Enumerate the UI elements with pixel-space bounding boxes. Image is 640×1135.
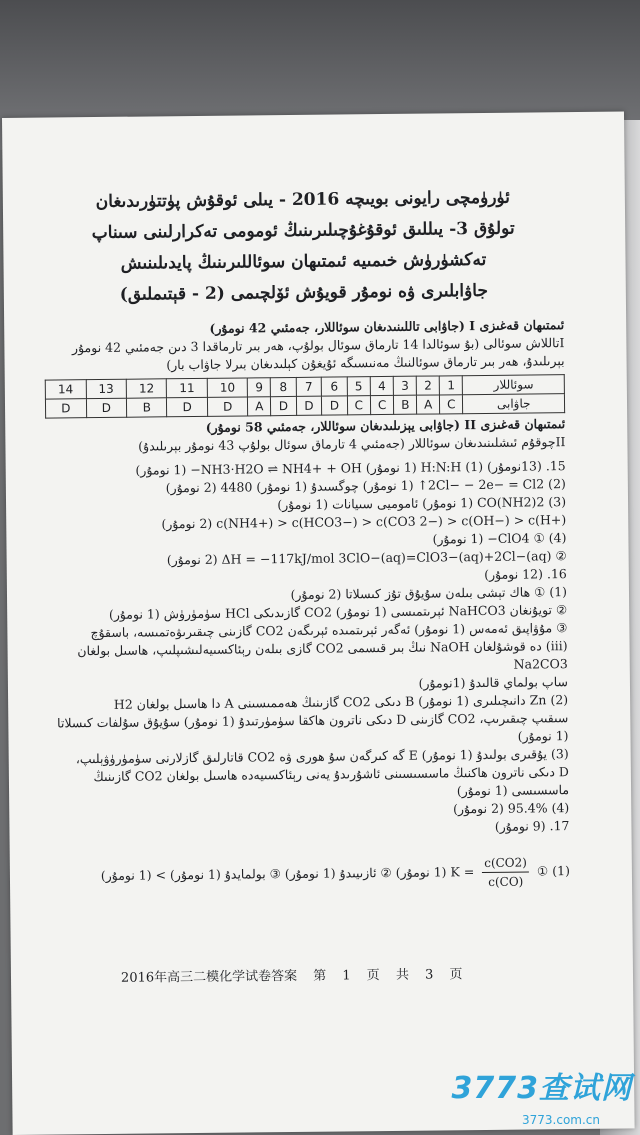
answer-table xyxy=(45,374,565,418)
answer-line: c(NH4+) > c(HCO3−) > c(CO3 2−) > c(OH−) > c(H+) (2 نومۇر) xyxy=(161,512,567,532)
answer-cell: D xyxy=(271,396,297,415)
title-line: ئۈرۈمچى رايونى بويىچە 2016 - يىلى ئوقۇش پۈتتۈرىدىغان xyxy=(95,187,511,213)
k-prefix: (1) ① xyxy=(536,863,570,879)
answer-line: (3) يۇقىرى بولىدۇ (1 نومۇر) E گە كىرگەن سۇ ھورى ۋە CO2 قاتارلىق گازلارنى سۈمۈرۈۋېلىپ، xyxy=(75,746,569,767)
answer-cell: B xyxy=(126,398,167,417)
section1-heading: ئىمتىھان قەغىزى I (جاۋابى تاللىنىدىغان سوئاللار، جەمئىي 42 نومۇر) xyxy=(209,317,565,336)
title-line: تولۇق 3- يىللىق ئوقۇغۇچىلىرىنىڭ ئومومى تەكرارلىنى سىناپ xyxy=(91,218,515,244)
k-suffix: (1 نومۇر) ② ئازىيىدۇ (1 نومۇر) ③ بولمايدۇ (1 نومۇر) > (1 نومۇر) xyxy=(100,864,447,884)
answer-line: ماسسىسى (1 نومۇر) xyxy=(456,782,570,799)
watermark-url: 3773.com.cn xyxy=(522,1113,600,1127)
question-number-cell: 11 xyxy=(167,378,208,397)
k-formula xyxy=(450,853,533,891)
question-number-cell: 10 xyxy=(207,378,248,397)
k-expression-line xyxy=(50,853,570,895)
question-number-cell: 5 xyxy=(347,377,371,396)
row-header-answers: جاۋابى xyxy=(463,394,565,414)
answer-line: ② ΔH = −117kJ/mol 3ClO−(aq)=ClO3−(aq)+2Cl−(aq) (2 نومۇر) xyxy=(166,548,567,568)
question-number-cell: 13 xyxy=(86,379,127,398)
watermark-brand: 3773查试网 xyxy=(451,1071,632,1106)
section2-heading: ئىمتىھان قەغىزى II (جاۋابى يېزىلىدىغان سوئاللار، جەمئىي 58 نومۇر) xyxy=(205,416,566,435)
question-number-cell: 14 xyxy=(45,380,86,399)
question-number-cell: 2 xyxy=(416,376,439,395)
footer-page: 第 1 页 xyxy=(313,968,380,984)
question-number-cell: 3 xyxy=(394,376,417,395)
answer-line: (4) ① ClO4− (1 نومۇر) xyxy=(432,530,567,547)
section1-desc: Iتاللاش سوئالى (بۇ سوئالدا 14 تارماق سوئال بولۇپ، ھەر بىر تارماقدا 3 دىن جەمئىي 42 نومۇر بېرىلىدۇ، ھەر بىر تارماق سوئالنىڭ مەنىسىگە ئۇيغۇن كېلىدىغان بىرلا جاۋاب بار) xyxy=(71,335,565,373)
answer-line: (2) Zn دانىچىلىرى (1 نومۇر) B دىكى CO2 گازىنىڭ ھەممىسىنى A دا ھاسىل بولغان H2 xyxy=(113,692,569,712)
answer-line: 17. (9 نومۇر) xyxy=(494,818,570,834)
k-fraction xyxy=(482,854,529,891)
answer-cell: D xyxy=(45,399,86,418)
answer-line: D دىكى ناترون ھاكنىڭ ماسسىسىنى ئاشۇرىدۇ يەنى رېئاكسىيەدە ھاسىل بولغان CO2 گازىنىڭ xyxy=(93,764,569,785)
answer-cell: C xyxy=(370,395,394,414)
question-number-cell: 4 xyxy=(370,376,394,395)
footer-total: 共 3 页 xyxy=(395,967,463,983)
answer-line: (3) CO(NH2)2 (1 نومۇر) ئاموميى سىيانات (1 نومۇر) xyxy=(277,494,567,513)
answer-line: (1 نومۇر) xyxy=(517,728,569,744)
question-number-cell: 8 xyxy=(270,377,296,396)
question-number-cell: 12 xyxy=(126,379,167,398)
k-label: K = xyxy=(450,864,475,880)
answer-line: ساپ بولماي قالىدۇ (1نومۇر) xyxy=(418,674,569,691)
page-footer xyxy=(121,962,541,985)
section2-desc: IIچوقۇم ئىشلىنىدىغان سوئاللار (جەمئىي 4 تارماق سوئال بولۇپ 43 نومۇر بېرىلىدۇ) xyxy=(138,434,566,454)
answer-cell: D xyxy=(167,397,208,416)
answer-line: 16. (12 نومۇر) xyxy=(484,566,567,582)
question-number-cell: 1 xyxy=(439,376,463,395)
answer-line: ② تويۇنغان NaHCO3 ئېرىتمىسى (1 نومۇر) CO2 گازىدىكى HCl سۈمۈرۈش (1 نومۇر) xyxy=(108,602,568,622)
question-number-cell: 6 xyxy=(321,377,347,396)
answer-lines xyxy=(46,457,570,840)
answer-line: (iii) دە قوشۇلغان NaOH نىڭ بىر قىسمى CO2 گازى بىلەن رېئاكسىيەلىشىپلىپ، ھاسىل بولغان Na2CO3 xyxy=(77,638,568,672)
answer-line: سىقىپ چىقىرىپ، CO2 گازىنى D دىكى ناترون ھاكقا سۈمۈرتىدۇ (1 نومۇر) سۇيۇق سۇلفات كىسلاتا xyxy=(57,710,569,731)
answer-line: ③ مۇۋاپىق ئەمەس (1 نومۇر) ئەگەر ئېرىتمىدە ئېرىگەن CO2 گازىنى چىقىرىۋەتمىسە، باسقۇچ xyxy=(90,620,568,641)
answer-cell: D xyxy=(296,396,322,415)
question-number-cell: 9 xyxy=(248,378,271,397)
k-numerator: c(CO2) xyxy=(482,854,529,873)
k-denominator: c(CO) xyxy=(488,874,524,889)
answer-line: (2) 2Cl− − 2e− = Cl2↑ (1 نومۇر) چوگسىدۇ (1 نومۇر) 4480 (2 نومۇر) xyxy=(165,476,566,496)
answer-cell: D xyxy=(322,396,348,415)
title-line: جاۋابلىرى ۋە نومۇر قويۇش ئۆلچىمى (2 - قېتىملىق) xyxy=(119,280,489,305)
answer-cell: D xyxy=(207,397,248,416)
answer-line: (4) 95.4% (2 نومۇر) xyxy=(452,800,570,817)
answer-cell: D xyxy=(86,398,127,417)
title-line: تەكشۈرۈش خىمىيە ئىمتىھان سوئاللىرىنىڭ پايدىلىنىش xyxy=(120,249,487,274)
sheet-title xyxy=(43,182,564,311)
answer-cell: B xyxy=(394,395,417,414)
answer-line: (1) ① ھاك تېشى بىلەن سۇيۇق تۇز كىسلاتا (2 نومۇر) xyxy=(290,584,568,603)
answer-line: 15. (13نومۇر) (1) H:N:H (1 نومۇر) NH3·H2O ⇌ NH4+ + OH− (1 نومۇر) xyxy=(135,458,566,478)
answer-cell: A xyxy=(248,397,271,416)
answer-cell: A xyxy=(417,395,440,414)
sheet-content xyxy=(43,182,570,895)
answer-cell: C xyxy=(440,395,464,414)
answer-sheet xyxy=(2,111,635,1134)
answer-row xyxy=(45,394,564,418)
footer-exam: 2016年高三二模化学试卷答案 xyxy=(120,968,298,986)
answer-cell: C xyxy=(347,396,371,415)
question-number-cell: 7 xyxy=(296,377,322,396)
row-header-questions: سوئاللار xyxy=(463,375,565,395)
